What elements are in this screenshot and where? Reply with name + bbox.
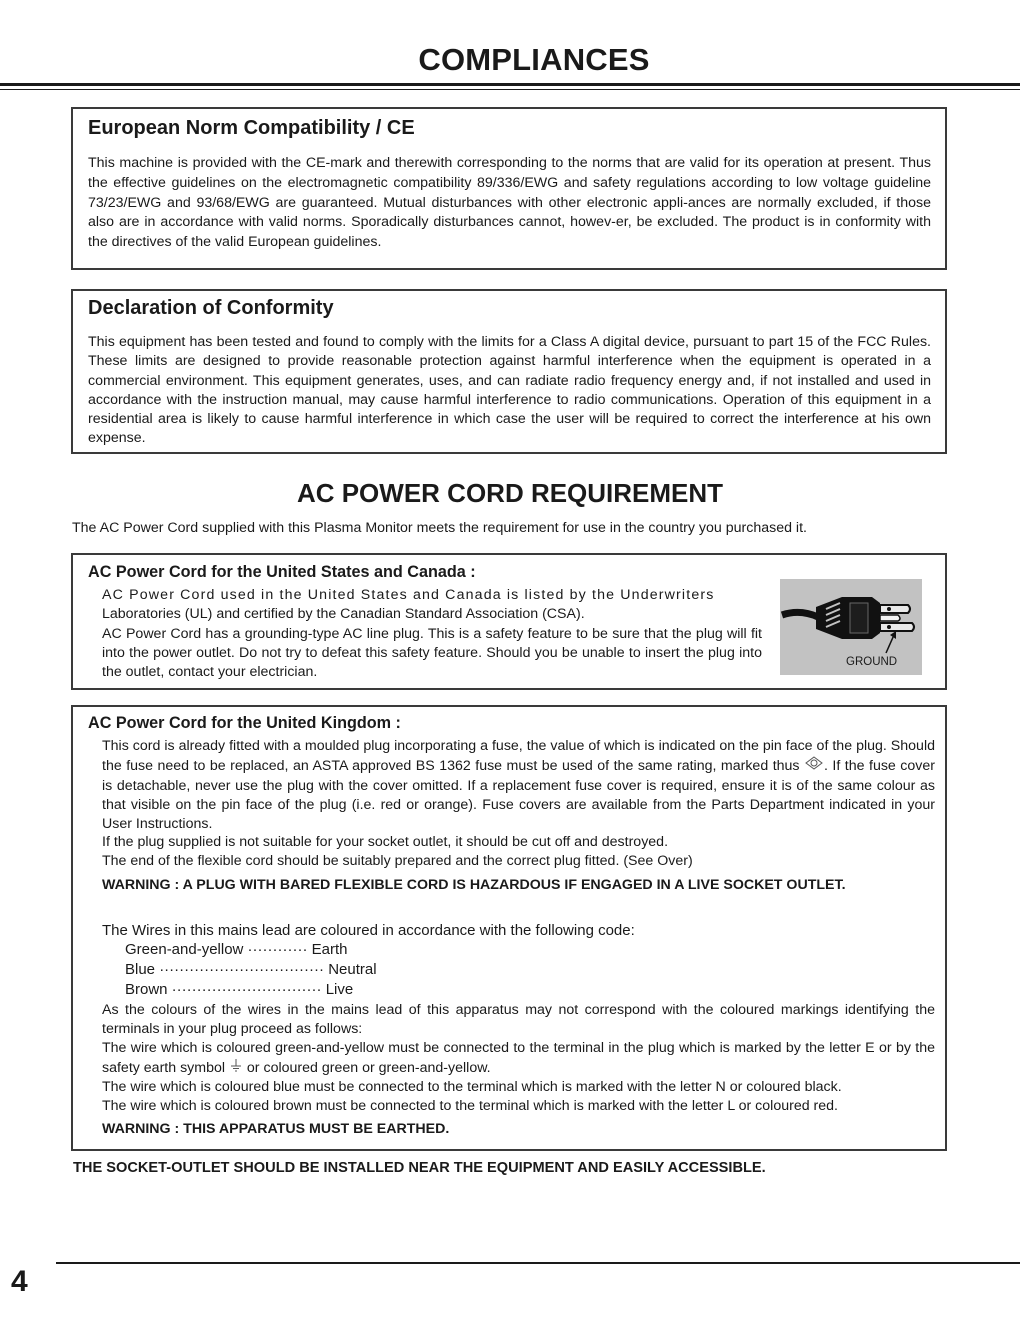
conformity-body: This equipment has been tested and found to comply with the limits for a Class A digital device, pursuant to part 15 of the FCC Rules. These limits are designed to provide reasonable protection against harmful interference when the equipment is operated in a commercial environment. This equipment generates, uses, and can radiate radio frequency energy and, if not installed and used in accordance with the instruction manual, may cause harmful interference to radio communications. Operation of this equipment in a residential area is likely to cause harmful interference in which case the user will be required to correct the interference at his own expense. [88, 334, 931, 447]
uk-p7: The wire which is coloured brown must be connected to the terminal which is marked with the letter L or coloured red. [102, 1098, 838, 1114]
wire-code-neutral: Blue ································· Neutral [125, 961, 377, 978]
us-text [102, 586, 762, 682]
page-title: COMPLIANCES [418, 42, 650, 77]
uk-p4: As the colours of the wires in the mains lead of this apparatus may not correspond with the coloured markings identifying the terminals in your plug proceed as follows: [102, 1002, 935, 1038]
uk-p3: The end of the flexible cord should be suitably prepared and the correct plug fitted. (See Over) [102, 853, 693, 869]
footer-rule [56, 1262, 1020, 1264]
uk-section [71, 705, 947, 1151]
us-line-2: Laboratories (UL) and certified by the Canadian Standard Association (CSA). [102, 606, 585, 623]
conformity-section [71, 289, 947, 454]
asta-mark-icon [804, 756, 824, 776]
us-para-2: AC Power Cord has a grounding-type AC line plug. This is a safety feature to be sure that the plug will fit into the power outlet. Do not try to defeat this safety feature. Should you be unable to insert the plug into the outlet, contact your electrician. [102, 625, 762, 681]
us-line-1: AC Power Cord used in the United States and Canada is listed by the Underwriters [102, 587, 715, 603]
uk-wires-intro: The Wires in this mains lead are coloured in accordance with the following code: [102, 922, 635, 939]
uk-p6: The wire which is coloured blue must be connected to the terminal which is marked with the letter N or coloured black. [102, 1079, 842, 1095]
power-cord-intro: The AC Power Cord supplied with this Plasma Monitor meets the requirement for use in the country you purchased it. [72, 520, 807, 536]
page-number: 4 [11, 1265, 28, 1298]
wire-code-live: Brown ······························ Live [125, 981, 354, 998]
uk-p2: If the plug supplied is not suitable for your socket outlet, it should be cut off and destroyed. [102, 834, 669, 850]
uk-p1b: . If the fuse cover is detachable, never use the plug with the cover omitted. If a replacement fuse cover is required, ensure it is of the same colour as that visible on the pin face of the plug (i.e. red or orange). Fuse covers are available from the Parts Department indicated in your User Instructions. [102, 758, 935, 833]
uk-fuse-paragraph [102, 737, 935, 834]
title-rule-thin [0, 89, 1020, 90]
wire-code-earth: Green-and-yellow ············ Earth [125, 941, 348, 958]
power-cord-title: AC POWER CORD REQUIREMENT [296, 478, 724, 508]
conformity-heading: Declaration of Conformity [88, 297, 334, 319]
ce-body: This machine is provided with the CE-mark and therewith corresponding to the norms that are valid for its operation at present. Thus the effective guidelines on the electromagnetic compatibility 89/336/EWG and safety regulations according to low voltage guideline 73/23/EWG and 93/68/EWG are guaranteed. Mutual disturbances with other electronic appli-ances are normally excluded, if those also are in accordance with valid norms. Sporadically disturbances cannot, howev-er, be excluded. The product is in conformity with the directives of the valid European guidelines. [88, 155, 931, 251]
us-heading: AC Power Cord for the United States and Canada : [88, 563, 476, 581]
uk-heading: AC Power Cord for the United Kingdom : [88, 714, 401, 732]
uk-p1a: This cord is already fitted with a moulded plug incorporating a fuse, the value of which is indicated on the pin face of the plug. Should the fuse need to be replaced, an ASTA approved BS 1362 fuse must be used of the same rating, marked thus [102, 738, 935, 775]
us-canada-section [71, 553, 947, 690]
uk-warning-plug: WARNING : A PLUG WITH BARED FLEXIBLE CORD IS HAZARDOUS IF ENGAGED IN A LIVE SOCKET OUTLET. [102, 877, 846, 893]
uk-warning-earthed: WARNING : THIS APPARATUS MUST BE EARTHED. [102, 1121, 450, 1137]
ground-label: GROUND [846, 656, 898, 668]
uk-p5b: or coloured green or green-and-yellow. [246, 1060, 491, 1077]
earth-symbol-icon [229, 1058, 243, 1078]
ce-heading: European Norm Compatibility / CE [88, 117, 415, 139]
socket-outlet-note: THE SOCKET-OUTLET SHOULD BE INSTALLED NEAR THE EQUIPMENT AND EASILY ACCESSIBLE. [73, 1160, 766, 1176]
uk-earth-paragraph [102, 1039, 935, 1079]
grounded-plug-illustration [780, 579, 922, 675]
title-rule [0, 83, 1020, 86]
ce-section [71, 107, 947, 270]
uk-p5a: The wire which is coloured green-and-yellow must be connected to the terminal in the plug which is marked by the letter E or by the safety earth symbol [102, 1040, 935, 1077]
